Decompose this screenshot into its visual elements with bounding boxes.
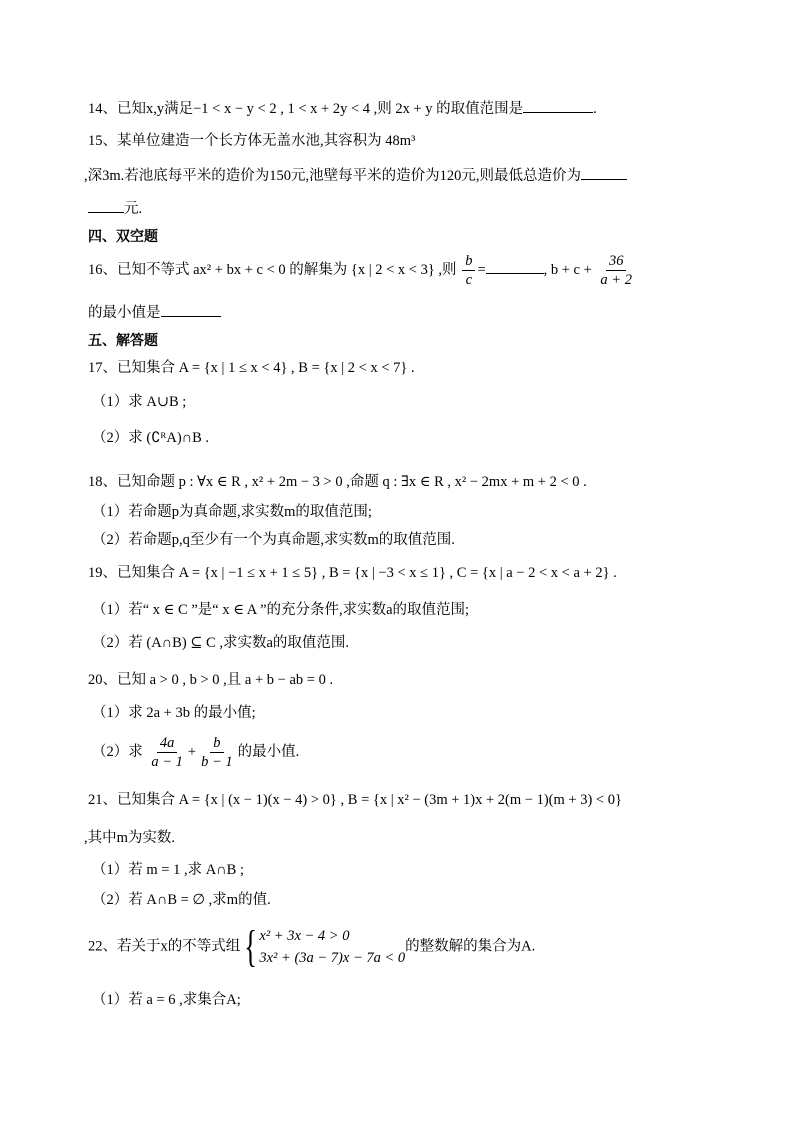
- question-15-line3: [88, 198, 142, 219]
- answer-blank-1: [486, 259, 544, 274]
- denominator: a + 2: [600, 272, 632, 288]
- inequality-system: [240, 922, 406, 971]
- question-14-text: 14、已知x,y满足−1 < x − y < 2 , 1 < x + 2y < 4 ,则 2x + y 的取值范围是: [88, 101, 524, 117]
- question-18-part2: （2）若命题p,q至少有一个为真命题,求实数m的取值范围.: [92, 532, 455, 548]
- numerator: b: [462, 252, 475, 271]
- answer-blank: [523, 98, 593, 113]
- part-label: （2）求: [92, 743, 143, 760]
- question-16-text2: 的最小值是: [88, 305, 161, 321]
- question-16-line2: [88, 302, 221, 323]
- question-17-part2: （2）求 (∁ᴿA)∩B .: [92, 430, 210, 446]
- question-22-end: 的整数解的集合为A.: [405, 938, 536, 955]
- denominator: a − 1: [151, 754, 183, 770]
- question-21-part1: （1）若 m = 1 ,求 A∩B ;: [92, 862, 244, 878]
- fraction-b-over-b-minus-1: [198, 734, 236, 771]
- question-14: [88, 98, 597, 119]
- question-16-text: 16、已知不等式 ax² + bx + c < 0 的解集为 {x | 2 < x < 3} ,则: [88, 261, 457, 278]
- answer-blank-2: [161, 302, 221, 317]
- question-17-stem: 17、已知集合 A = {x | 1 ≤ x < 4} , B = {x | 2 < x < 7} .: [88, 360, 415, 376]
- denominator: b − 1: [201, 754, 233, 770]
- plus: +: [187, 743, 197, 760]
- denominator: c: [465, 272, 473, 288]
- question-15-line1: 15、某单位建造一个长方体无盖水池,其容积为 48m³: [88, 133, 416, 149]
- question-20-stem: 20、已知 a > 0 , b > 0 ,且 a + b − ab = 0 .: [88, 672, 334, 688]
- answer-blank-cont: [88, 198, 124, 213]
- question-15-line2: [84, 165, 627, 186]
- equals: =: [477, 261, 486, 278]
- question-22-stem: [88, 922, 536, 971]
- part-text: 的最小值.: [237, 743, 300, 760]
- question-22-text: 22、若关于x的不等式组: [88, 938, 241, 955]
- fraction-4a-over-a-minus-1: [148, 734, 186, 771]
- question-18-stem: 18、已知命题 p : ∀x ∈ R , x² + 2m − 3 > 0 ,命题 q : ∃x ∈ R , x² − 2mx + m + 2 < 0 .: [88, 474, 587, 490]
- question-21-stem: 21、已知集合 A = {x | (x − 1)(x − 4) > 0} , B = {x | x² − (3m + 1)x + 2(m − 1)(m + 3) < 0}: [88, 792, 622, 808]
- period: .: [593, 101, 597, 117]
- question-20-part2: [92, 734, 299, 771]
- question-15-text: ,深3m.若池底每平米的造价为150元,池壁每平米的造价为120元,则最低总造价为: [84, 168, 582, 184]
- section-heading-answer: 五、解答题: [88, 333, 158, 349]
- section-heading-double-blank: 四、双空题: [88, 229, 158, 245]
- question-20-part1: （1）求 2a + 3b 的最小值;: [92, 705, 256, 721]
- question-19-part1: （1）若“ x ∈ C ”是“ x ∈ A ”的充分条件,求实数a的取值范围;: [92, 602, 470, 618]
- numerator: b: [210, 734, 223, 753]
- expression: , b + c +: [543, 261, 592, 278]
- question-16: [88, 252, 637, 289]
- question-17-part1: （1）求 A∪B ;: [92, 394, 187, 410]
- question-19-stem: 19、已知集合 A = {x | −1 ≤ x + 1 ≤ 5} , B = {x | −3 < x ≤ 1} , C = {x | a − 2 < x < a + 2} .: [88, 565, 617, 581]
- inequality-2: 3x² + (3a − 7)x − 7a < 0: [259, 950, 406, 966]
- fraction-b-over-c: [462, 252, 475, 289]
- left-brace: {: [244, 922, 258, 971]
- fraction-36-over-a-plus-2: [597, 252, 635, 289]
- answer-blank: [581, 165, 627, 180]
- unit-text: 元.: [124, 201, 143, 217]
- question-22-part1: （1）若 a = 6 ,求集合A;: [92, 992, 241, 1008]
- numerator: 36: [606, 252, 627, 271]
- question-21-part2: （2）若 A∩B = ∅ ,求m的值.: [92, 892, 271, 908]
- question-21-stem2: ,其中m为实数.: [84, 830, 176, 846]
- inequality-1: x² + 3x − 4 > 0: [259, 928, 350, 944]
- numerator: 4a: [157, 734, 178, 753]
- question-18-part1: （1）若命题p为真命题,求实数m的取值范围;: [92, 504, 372, 520]
- question-19-part2: （2）若 (A∩B) ⊆ C ,求实数a的取值范围.: [92, 635, 350, 651]
